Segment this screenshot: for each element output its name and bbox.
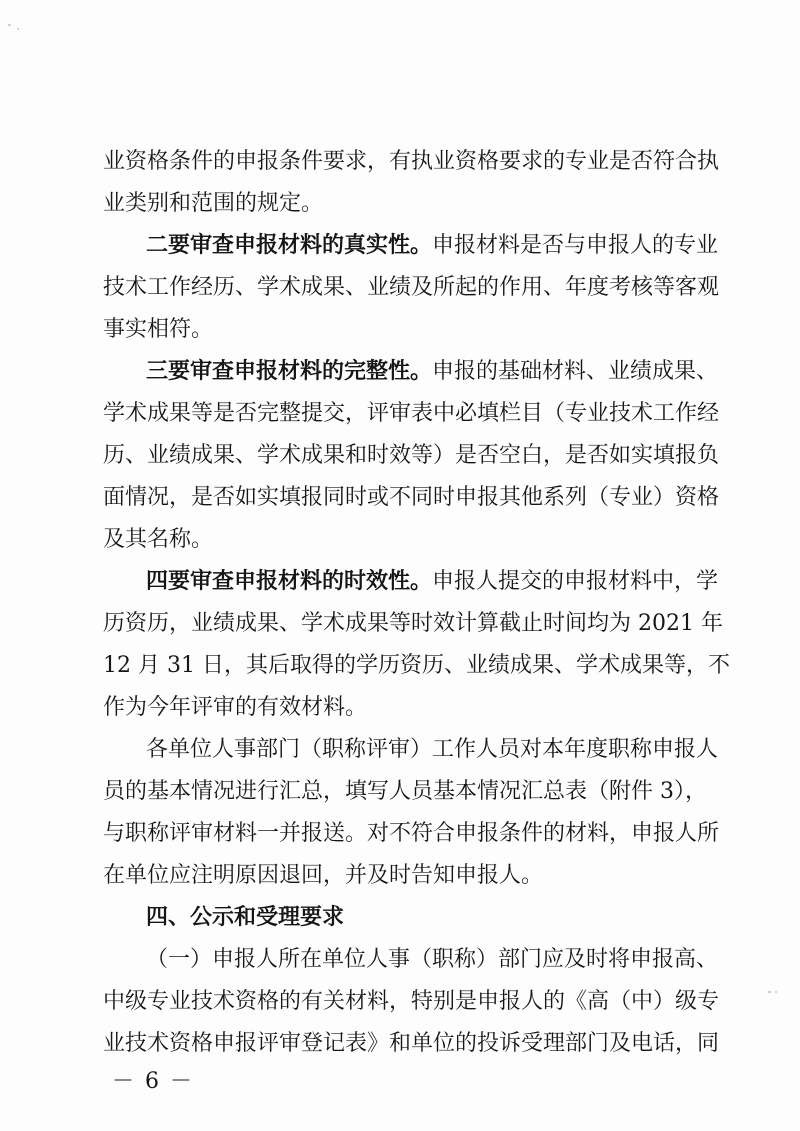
body-line: 及其名称。 [103, 527, 214, 552]
truthfulness-text: 申报材料是否与申报人的专业 [432, 233, 719, 258]
section-heading: 四、公示和受理要求 [146, 905, 345, 930]
body-line: 12 月 31 日，其后取得的学历资历、业绩成果、学术成果等，不 [103, 653, 730, 678]
timeliness-heading: 四要审查申报材料的时效性。 [146, 569, 433, 594]
completeness-text: 申报的基础材料、业绩成果、 [432, 359, 719, 384]
body-line: 中级专业技术资格的有关材料，特别是申报人的《高（中）级专 [103, 989, 720, 1014]
scan-speck [8, 24, 11, 26]
paragraph-timeliness-first-line [146, 568, 719, 596]
page-number: － 6 － [112, 1069, 194, 1094]
body-line: 业资格条件的申报条件要求，有执业资格要求的专业是否符合执 [103, 149, 720, 174]
paragraph-completeness-first-line [146, 358, 719, 386]
body-line: 历资历，业绩成果、学术成果等时效计算截止时间均为 2021 年 [103, 611, 723, 636]
body-line: 作为今年评审的有效材料。 [103, 695, 368, 720]
scan-speck [768, 991, 771, 993]
paragraph-truthfulness-first-line [146, 232, 719, 260]
scan-speck [17, 28, 19, 30]
body-line: 业技术资格申报评审登记表》和单位的投诉受理部门及电话，同 [103, 1031, 720, 1056]
body-line: 业类别和范围的规定。 [103, 191, 324, 216]
timeliness-text: 申报人提交的申报材料中，学 [432, 569, 719, 594]
body-line: 技术工作经历、学术成果、业绩及所起的作用、年度考核等客观 [103, 275, 720, 300]
body-line: 事实相符。 [103, 317, 214, 342]
scan-speck [775, 991, 777, 993]
body-line: 各单位人事部门（职称评审）工作人员对本年度职称申报人 [146, 737, 719, 762]
body-line: 学术成果等是否完整提交，评审表中必填栏目（专业技术工作经 [103, 401, 720, 426]
body-line: 面情况，是否如实填报同时或不同时申报其他系列（专业）资格 [103, 485, 720, 510]
body-line: （一）申报人所在单位人事（职称）部门应及时将申报高、 [146, 947, 719, 972]
truthfulness-heading: 二要审查申报材料的真实性。 [146, 233, 433, 258]
body-line: 历、业绩成果、学术成果和时效等）是否空白，是否如实填报负 [103, 443, 720, 468]
completeness-heading: 三要审查申报材料的完整性。 [146, 359, 433, 384]
body-line: 与职称评审材料一并报送。对不符合申报条件的材料，申报人所 [103, 821, 720, 846]
body-line: 员的基本情况进行汇总，填写人员基本情况汇总表（附件 3）， [103, 779, 707, 804]
body-line: 在单位应注明原因退回，并及时告知申报人。 [103, 863, 544, 888]
